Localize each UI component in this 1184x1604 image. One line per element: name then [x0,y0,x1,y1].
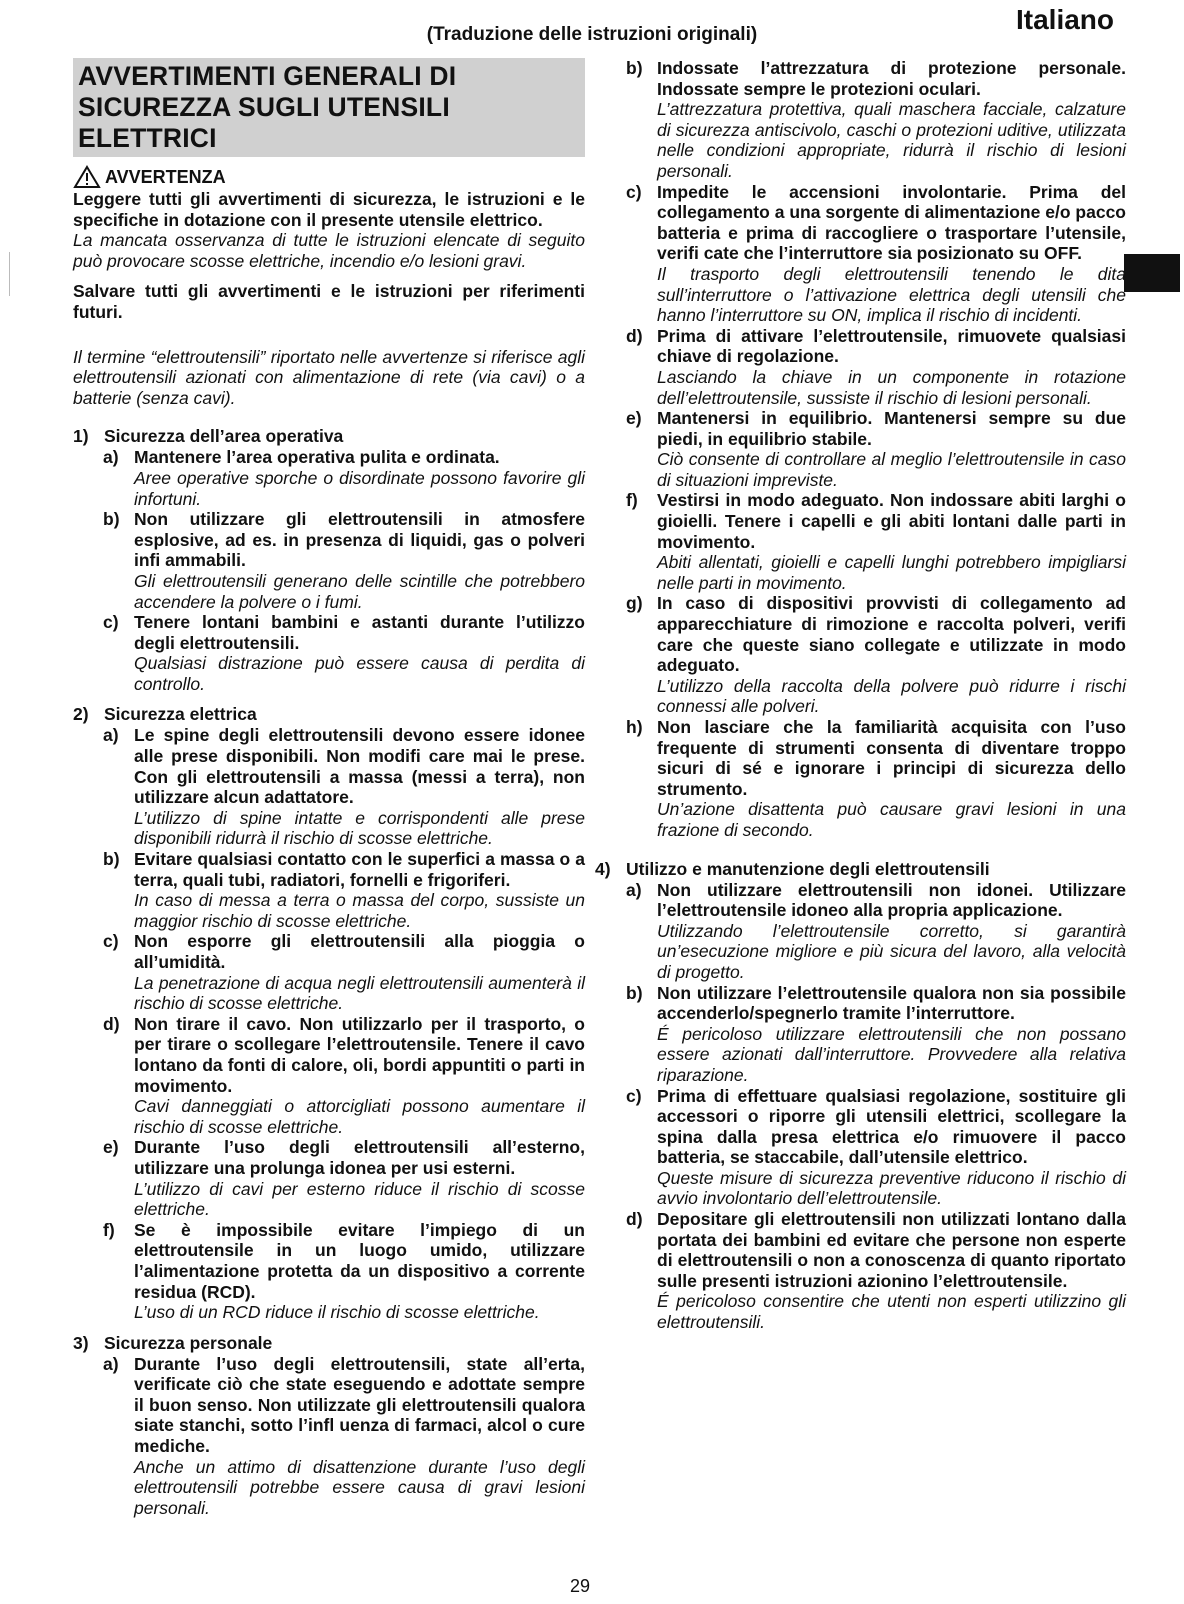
list-item [103,447,585,509]
item-italic: Il trasporto degli elettroutensili tenendo le dita sull’interruttore o l’attivazione elettrica degli utensili che hanno l’interruttore su ON, implica il rischio di incidenti. [657,263,1126,326]
item-label: e) [626,408,642,429]
item-label: f) [103,1219,115,1240]
margin-mark [9,252,10,296]
item-italic: L’utilizzo della raccolta della polvere può ridurre i rischi connessi alle polveri. [657,675,1126,717]
header-subtitle: (Traduzione delle istruzioni originali) [426,24,758,45]
warning-label: AVVERTENZA [105,167,226,187]
item-label: a) [103,725,119,746]
language-thumb-tab [1124,254,1180,292]
item-bold: Prima di attivare l’elettroutensile, rimuovete qualsiasi chiave di regolazione. [657,325,1126,367]
item-label: h) [626,717,643,737]
item-label: b) [103,509,120,530]
item-italic: L’uso di un RCD riduce il rischio di scosse elettriche. [134,1302,540,1323]
item-italic: Aree operative sporche o disordinate possono favorire gli infortuni. [134,467,585,509]
item-bold: Prima di effettuare qualsiasi regolazione, sostituire gli accessori o riporre gli utensili elettrici, scollegare la spina dalla presa elettrica e/o rimuovere il pacco batteria, se staccabile, dall’utensile elettrico. [657,1085,1126,1168]
item-bold: Mantenere l’area operativa pulita e ordinata. [134,447,500,468]
item-italic: É pericoloso consentire che utenti non esperti utilizzino gli elettroutensili. [657,1291,1126,1333]
item-italic: Anche un attimo di disattenzione durante l’uso degli elettroutensili potrebbe essere causa di gravi lesioni personali. [134,1456,585,1518]
item-italic: La penetrazione di acqua negli elettroutensili aumenterà il rischio di scosse elettriche. [134,972,585,1014]
list-item [103,931,585,1013]
item-label: b) [103,849,120,870]
item-label: g) [626,593,643,614]
list-item [103,725,585,849]
item-label: c) [103,931,119,952]
item-bold: Non utilizzare l’elettroutensile qualora non sia possibile accenderlo/spegnerlo tramite l’interruttore. [657,982,1126,1024]
item-bold: Evitare qualsiasi contatto con le superfici a massa o a terra, quali tubi, radiatori, fornelli e frigoriferi. [134,849,585,890]
item-italic: Utilizzando l’elettroutensile corretto, si garantirà un’esecuzione migliore e più sicura del lavoro, alla velocità di progetto. [657,920,1126,982]
item-bold: Non tirare il cavo. Non utilizzarlo per il trasporto, o per tirare o scollegare l’elettroutensile. Tenere il cavo lontano da fonti di calore, oli, bordi appuntiti o parti in movimento. [134,1013,585,1096]
item-bold: Se è impossibile evitare l’impiego di un elettroutensile in un luogo umido, utilizzare l’alimentazione protetta da un dispositivo a corrente residua (RCD). [134,1219,585,1302]
list-item [626,593,1126,717]
item-label: c) [103,612,119,633]
item-label: a) [103,447,119,468]
item-bold: Non utilizzare gli elettroutensili in atmosfere esplosive, ad es. in presenza di liquidi, gas o polveri infi ammabili. [134,509,585,571]
item-bold: Non esporre gli elettroutensili alla pioggia o all’umidità. [134,931,585,972]
item-italic: L’utilizzo di cavi per esterno riduce il rischio di scosse elettriche. [134,1178,585,1220]
item-label: d) [103,1013,120,1034]
term-definition: Il termine “elettroutensili” riportato nelle avvertenze si riferisce agli elettroutensili azionati con alimentazione di rete (via cavi) o a batterie (senza cavi). [73,346,585,408]
item-label: d) [626,1209,643,1230]
section-title: Sicurezza dell’area operativa [104,426,344,447]
warning-italic: La mancata osservanza di tutte le istruzioni elencate di seguito può provocare scosse elettriche, incendio e/o lesioni gravi. [73,230,585,271]
right-column [595,58,1126,1333]
item-label: c) [626,181,642,202]
section-title: Sicurezza personale [104,1332,273,1353]
item-italic: Abiti allentati, gioielli e capelli lunghi potrebbero impigliarsi nelle parti in movimento. [657,552,1126,593]
warning-heading [73,165,585,189]
item-italic: Ciò consente di controllare al meglio l’elettroutensile in caso di situazioni impreviste. [657,449,1126,490]
save-instructions: Salvare tutti gli avvertimenti e le istruzioni per riferimenti futuri. [73,281,585,322]
section-title: Utilizzo e manutenzione degli elettroutensili [626,858,990,879]
item-bold: Le spine degli elettroutensili devono essere idonee alle prese disponibili. Non modifi care mai le prese. Con gli elettroutensili a massa (messi a terra), non utilizzare alcun adattatore. [134,725,585,808]
warning-triangle-icon [73,165,101,189]
item-italic: L’attrezzatura protettiva, quali maschera facciale, calzature di sicurezza antiscivolo, caschi o protezioni uditive, utilizzata nelle condizioni appropriate, ridurrà il rischio di lesioni personali. [657,99,1126,181]
list-item [103,1137,585,1219]
section-number: 1) [73,426,89,447]
item-italic: In caso di messa a terra o massa del corpo, sussiste un maggior rischio di scosse elettriche. [134,890,585,931]
item-bold: Impedite le accensioni involontarie. Prima del collegamento a una sorgente di alimentazione e/o pacco batteria e prima di raccogliere o trasportare l’utensile, verifi cate che l’interruttore sia posizionato su OFF. [657,181,1126,264]
section-title: Sicurezza elettrica [104,704,257,725]
list-item [626,408,1126,490]
list-item [103,509,585,612]
list-item [626,490,1126,593]
list-item [626,1209,1126,1333]
item-italic: Gli elettroutensili generano delle scintille che potrebbero accendere la polvere o i fumi. [134,570,585,612]
list-item [626,983,1126,1086]
list-item [103,1014,585,1138]
list-item [103,1354,585,1519]
list-item [626,1086,1126,1210]
section-3 [73,1333,585,1354]
item-label: c) [626,1085,642,1106]
item-label: b) [626,982,643,1003]
section-number: 4) [595,858,611,879]
item-bold: Durante l’uso degli elettroutensili, state all’erta, verificate ciò che state eseguendo e adottate sempre il buon senso. Non utilizzate gli elettroutensili qualora siate stanchi, sotto l’infl uenza di farmaci, alcol o cure mediche. [134,1353,585,1457]
item-italic: Un’azione disattenta può causare gravi lesioni in una frazione di secondo. [657,799,1126,840]
item-italic: L’utilizzo di spine intatte e corrispondenti alle prese disponibili ridurrà il rischio di scosse elettriche. [134,807,585,849]
list-item [626,58,1126,182]
item-italic: É pericoloso utilizzare elettroutensili che non possano essere azionati dall’interruttore. Provvedere alla relativa riparazione. [657,1023,1126,1085]
item-italic: Cavi danneggiati o attorcigliati possono aumentare il rischio di scosse elettriche. [134,1096,585,1137]
left-column [73,58,585,1518]
item-bold: Non utilizzare elettroutensili non idonei. Utilizzare l’elettroutensile idoneo alla propria applicazione. [657,879,1126,921]
list-item [626,326,1126,408]
item-bold: Non lasciare che la familiarità acquisita con l’uso frequente di strumenti consenta di diventare troppo sicuri di sé e ignorare i principi di sicurezza dello strumento. [657,717,1126,799]
item-bold: Tenere lontani bambini e astanti durante l’utilizzo degli elettroutensili. [134,612,585,653]
list-item [626,717,1126,841]
page-number: 29 [569,1576,591,1596]
item-bold: Durante l’uso degli elettroutensili all’esterno, utilizzare una prolunga idonea per usi esterni. [134,1137,585,1178]
item-label: a) [626,879,642,900]
section-number: 2) [73,704,89,725]
list-item [103,1220,585,1323]
item-label: e) [103,1137,119,1158]
list-item [103,612,585,694]
section-1 [73,426,585,447]
item-bold: Vestirsi in modo adeguato. Non indossare abiti larghi o gioielli. Tenere i capelli e gli abiti lontani dalle parti in movimento. [657,490,1126,552]
list-item [626,880,1126,983]
section-4 [595,859,1126,880]
item-label: f) [626,490,638,511]
item-bold: Depositare gli elettroutensili non utilizzati lontano dalla portata dei bambini ed evitare che persone non esperte di elettroutensili o non a conoscenza di quanto riportato sulle presenti istruzioni azionino l’elettroutensile. [657,1209,1126,1291]
item-label: a) [103,1353,119,1374]
item-italic: Lasciando la chiave in un componente in rotazione dell’elettroutensile, sussiste il rischio di lesioni personali. [657,366,1126,408]
item-bold: In caso di dispositivi provvisti di collegamento ad apparecchiature di rimozione e raccolta polveri, verifi care che queste siano collegate e utilizzate in modo adeguato. [657,593,1126,676]
list-item [626,182,1126,326]
header-language: Italiano [1015,4,1114,35]
section-2 [73,704,585,725]
item-label: d) [626,325,643,346]
list-item [103,849,585,931]
item-label: b) [626,58,643,78]
warning-bold: Leggere tutti gli avvertimenti di sicurezza, le istruzioni e le specifiche in dotazione con il presente utensile elettrico. [73,189,585,230]
item-italic: Qualsiasi distrazione può essere causa di perdita di controllo. [134,653,585,694]
section-number: 3) [73,1332,89,1353]
item-bold: Mantenersi in equilibrio. Mantenersi sempre su due piedi, in equilibrio stabile. [657,408,1126,449]
item-bold: Indossate l’attrezzatura di protezione personale. Indossate sempre le protezioni oculari. [657,58,1126,99]
page-title: AVVERTIMENTI GENERALI DI SICUREZZA SUGLI UTENSILI ELETTRICI [73,58,585,157]
item-italic: Queste misure di sicurezza preventive riducono il rischio di avvio involontario dell’elettroutensile. [657,1167,1126,1209]
